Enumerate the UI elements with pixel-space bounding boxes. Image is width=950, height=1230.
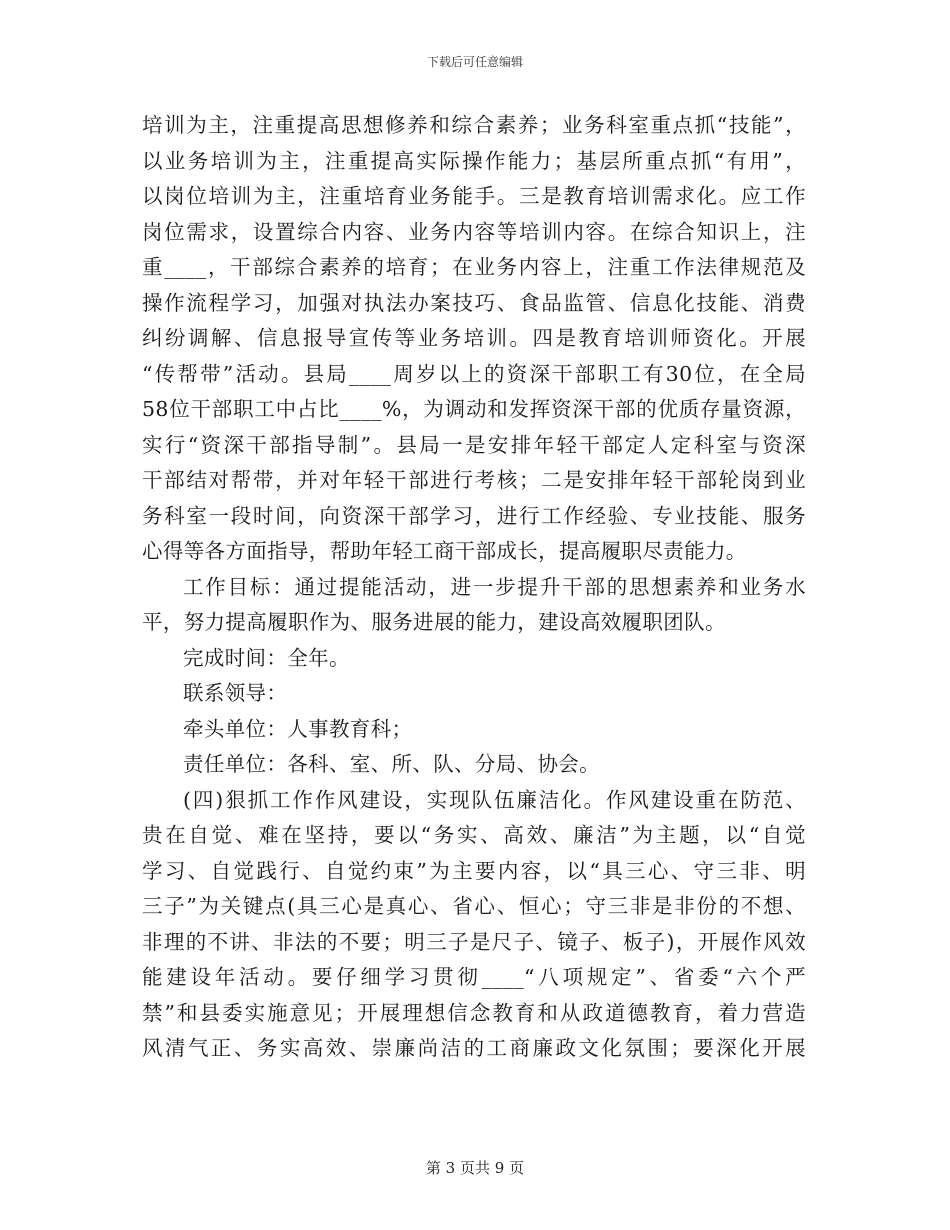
text-line: 培训为主，注重提高思想修养和综合素养；业务科室重点抓“技能”， xyxy=(142,113,806,137)
text-line: 以业务培训为主，注重提高实际操作能力；基层所重点抓“有用”， xyxy=(142,148,806,173)
text-line: “传帮带”活动。县局____周岁以上的资深干部职工有30位，在全局 xyxy=(142,361,806,386)
text-line: 平，努力提高履职作为、服务进展的能力，建设高效履职团队。 xyxy=(142,610,726,634)
text-line: (四)狠抓工作作风建设，实现队伍廉洁化。作风建设重在防范、 xyxy=(183,787,806,812)
text-line: 贵在自觉、难在坚持，要以“务实、高效、廉洁”为主题，以“自觉 xyxy=(142,823,806,847)
text-line: 联系领导： xyxy=(183,681,288,705)
text-line: 学习、自觉践行、自觉约束”为主要内容，以“具三心、守三非、明 xyxy=(142,858,806,883)
text-line: 操作流程学习，加强对执法办案技巧、食品监管、信息化技能、消费 xyxy=(142,290,806,315)
text-line: 纠纷调解、信息报导宣传等业务培训。四是教育培训师资化。开展 xyxy=(142,326,806,350)
text-line: 能建设年活动。要仔细学习贯彻____“八项规定”、省委“六个严 xyxy=(142,965,806,989)
text-line: 工作目标：通过提能活动，进一步提升干部的思想素养和业务水 xyxy=(183,574,806,599)
text-line: 风清气正、务实高效、崇廉尚洁的工商廉政文化氛围；要深化开展 xyxy=(142,1036,806,1060)
text-line: 重____，干部综合素养的培育；在业务内容上，注重工作法律规范及 xyxy=(142,255,806,279)
text-line: 责任单位：各科、室、所、队、分局、协会。 xyxy=(183,752,600,776)
text-line: 岗位需求，设置综合内容、业务内容等培训内容。在综合知识上，注 xyxy=(142,219,806,244)
page-header: 下载后可任意编辑 xyxy=(426,55,523,69)
text-line: 完成时间：全年。 xyxy=(183,645,350,670)
document-body xyxy=(142,108,806,1067)
text-line: 实行“资深干部指导制”。县局一是安排年轻干部定人定科室与资深 xyxy=(142,432,806,457)
text-line: 58位干部职工中占比____%，为调动和发挥资深干部的优质存量资源， xyxy=(142,397,806,421)
text-line: 务科室一段时间，向资深干部学习，进行工作经验、专业技能、服务 xyxy=(142,503,806,528)
text-line: 三子”为关键点(具三心是真心、省心、恒心；守三非是非份的不想、 xyxy=(142,894,806,918)
text-line: 非理的不讲、非法的不要；明三子是尺子、镜子、板子)，开展作风效 xyxy=(142,929,806,954)
text-line: 干部结对帮带，并对年轻干部进行考核；二是安排年轻干部轮岗到业 xyxy=(142,468,806,492)
text-line: 心得等各方面指导，帮助年轻工商干部成长，提高履职尽责能力。 xyxy=(142,539,747,563)
page-footer: 第 3 页共 9 页 xyxy=(425,1159,525,1177)
text-line: 禁”和县委实施意见；开展理想信念教育和从政道德教育，着力营造 xyxy=(142,1000,806,1025)
text-line: 牵头单位：人事教育科； xyxy=(183,716,413,741)
text-line: 以岗位培训为主，注重培育业务能手。三是教育培训需求化。应工作 xyxy=(142,184,806,208)
